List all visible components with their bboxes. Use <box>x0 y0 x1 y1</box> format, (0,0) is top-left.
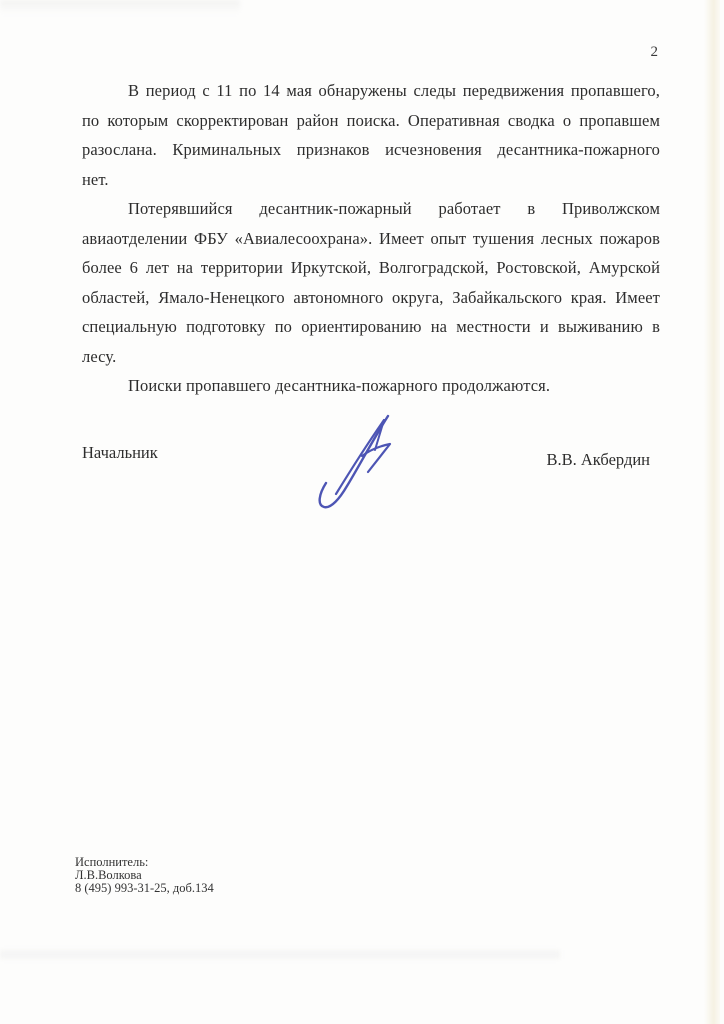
footer-line: Исполнитель: <box>75 855 149 869</box>
paragraph-line: областей, Ямало-Ненецкого автономного округа, Забайкальского края. Имеет <box>82 287 660 307</box>
paragraph-line: Потерявшийся десантник-пожарный работает в Приволжском <box>128 199 660 218</box>
scan-noise-artifact <box>0 0 240 14</box>
scan-edge-artifact <box>704 0 720 1024</box>
paragraph <box>82 76 660 194</box>
scan-noise-artifact <box>0 950 560 959</box>
paragraph-line: Поиски пропавшего десантника-пожарного продолжаются. <box>128 376 551 395</box>
footer-line: Л.В.Волкова <box>75 868 142 883</box>
document-body <box>82 76 660 401</box>
paragraph-line: авиаотделении ФБУ «Авиалесоохрана». Имеет опыт тушения лесных пожаров <box>82 228 660 248</box>
paragraph-line: разослана. Криминальных признаков исчезновения десантника-пожарного <box>82 140 660 159</box>
paragraph-line: специальную подготовку по ориентированию на местности и выживанию в <box>82 317 660 336</box>
paragraph <box>82 194 660 371</box>
page-number: 2 <box>650 44 658 60</box>
signature-block <box>82 441 660 551</box>
paragraph <box>82 371 660 401</box>
paragraph-line: В период с 11 по 14 мая обнаружены следы передвижения пропавшего, <box>128 81 660 100</box>
executor-info <box>75 856 214 896</box>
paragraph-line: лесу. <box>82 346 117 366</box>
signer-position-label: Начальник <box>82 443 158 462</box>
handwritten-signature <box>300 408 418 516</box>
paragraph-line: нет. <box>82 169 109 189</box>
paragraph-line: по которым скорректирован район поиска. Оперативная сводка о пропавшем <box>82 110 660 130</box>
paragraph-line: более 6 лет на территории Иркутской, Волгоградской, Ростовской, Амурской <box>82 258 660 277</box>
footer-line: 8 (495) 993-31-25, доб.134 <box>75 881 214 896</box>
signer-name: В.В. Акбердин <box>546 450 650 469</box>
